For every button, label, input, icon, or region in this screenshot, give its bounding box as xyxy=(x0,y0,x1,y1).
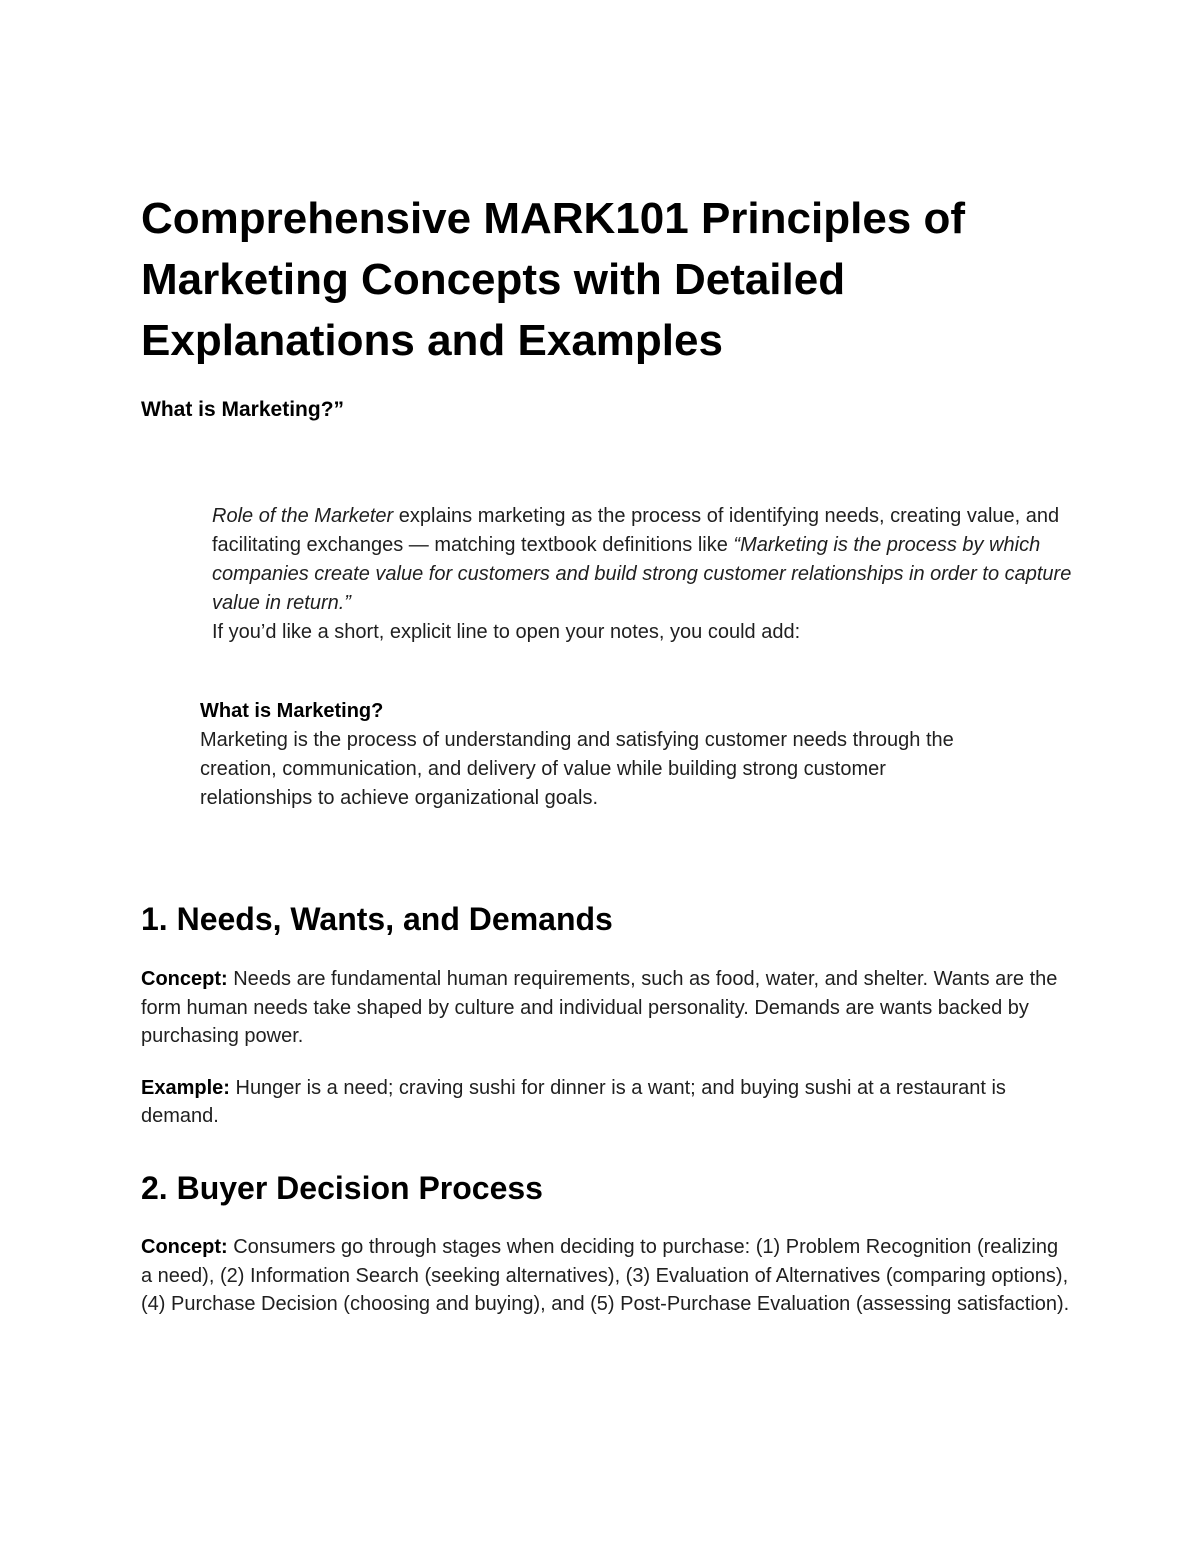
definition-block xyxy=(200,697,1000,813)
definition-text: Marketing is the process of understanding and satisfying customer needs through the creation, communication, and delivery of value while building strong customer relationships to achieve organizational goals. xyxy=(200,729,954,809)
concept-paragraph xyxy=(141,965,1071,1051)
example-label: Example: xyxy=(141,1076,230,1099)
section-heading: 2. Buyer Decision Process xyxy=(141,1170,543,1206)
concept-label: Concept: xyxy=(141,1236,228,1258)
intro-italic-lead: Role of the Marketer xyxy=(212,505,394,527)
document-title: Comprehensive MARK101 Principles of Marketing Concepts with Detailed Explanations and Examples xyxy=(141,194,966,365)
section-buyer-decision-process xyxy=(141,1168,1071,1319)
intro-paragraph xyxy=(212,502,1072,618)
concept-label: Concept: xyxy=(141,968,228,990)
document-subtitle: What is Marketing?” xyxy=(141,398,345,421)
section-heading: 1. Needs, Wants, and Demands xyxy=(141,901,613,937)
concept-paragraph xyxy=(141,1233,1071,1319)
example-paragraph xyxy=(141,1074,1071,1131)
example-text: Hunger is a need; craving sushi for dinner is a want; and buying sushi at a restaurant is demand. xyxy=(141,1076,1006,1127)
concept-text: Consumers go through stages when deciding to purchase: (1) Problem Recognition (realizing a need), (2) Information Search (seeking alternatives), (3) Evaluation of Alternatives (comparing options), (4) Purchase Decision (choosing and buying), and (5) Post-Purchase Evaluation (assessing satisfaction). xyxy=(141,1236,1070,1315)
intro-text: explains marketing as the process of identifying needs, creating value, and facilitating exchanges — matching textbook definitions like xyxy=(212,505,1060,556)
concept-text: Needs are fundamental human requirements, such as food, water, and shelter. Wants are the form human needs take shaped by culture and individual personality. Demands are wants backed by purchasing power. xyxy=(141,968,1058,1047)
section-needs-wants-demands xyxy=(141,899,1071,1131)
definition-heading: What is Marketing? xyxy=(200,700,384,722)
intro-followup: If you’d like a short, explicit line to open your notes, you could add: xyxy=(212,621,801,643)
intro-block xyxy=(212,502,1072,647)
intro-quote: “Marketing is the process by which companies create value for customers and build strong customer relationships in order to capture value in return.” xyxy=(212,534,1072,614)
